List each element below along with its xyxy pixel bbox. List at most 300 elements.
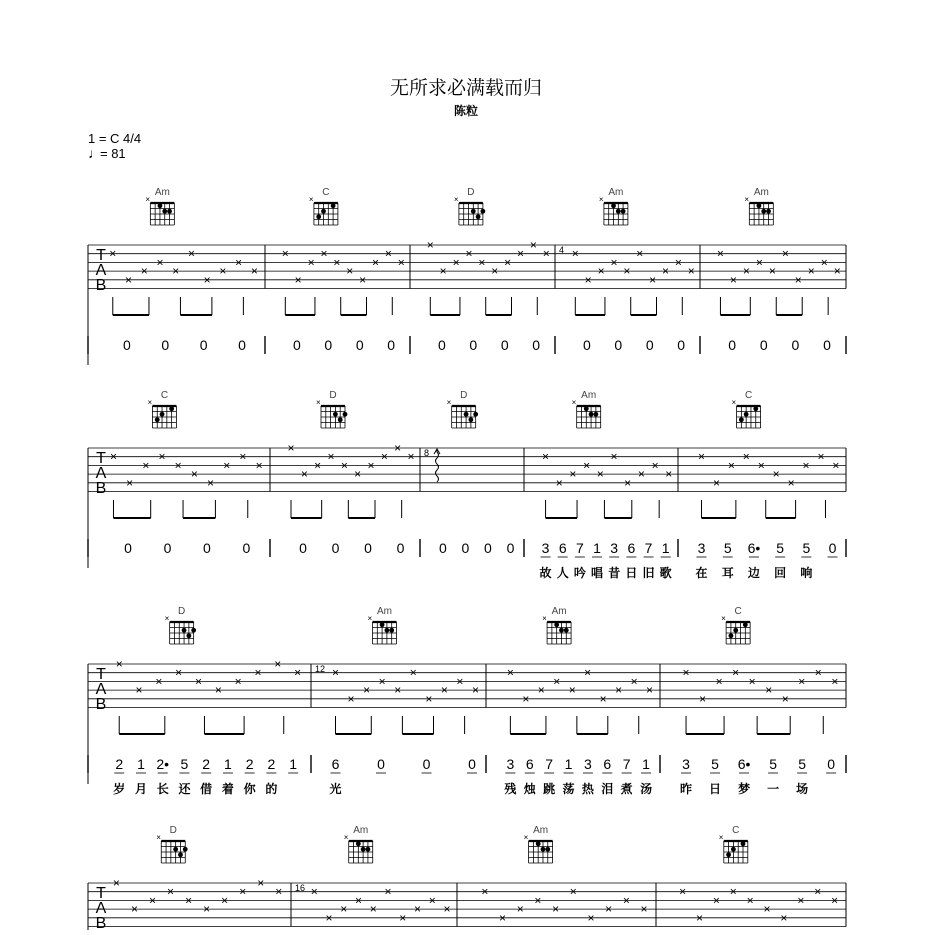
- tab-note-x: ×: [320, 246, 328, 261]
- measure: [424, 390, 524, 557]
- tab-note-x: ×: [542, 246, 550, 261]
- measure: [680, 606, 846, 796]
- tab-note-x: ×: [765, 683, 773, 698]
- tab-note-x: ×: [456, 674, 464, 689]
- chord-finger-dot: [744, 412, 749, 417]
- tab-clef-t: T: [96, 450, 106, 467]
- melody-digit: 7: [545, 756, 554, 772]
- rest-digit: 0: [199, 337, 208, 353]
- tab-note-x: ×: [569, 884, 577, 899]
- tab-note-x: ×: [372, 255, 380, 270]
- tab-note-x: ×: [748, 674, 756, 689]
- chord-finger-dot: [471, 209, 476, 214]
- tab-note-x: ×: [831, 893, 839, 908]
- tab-note-x: ×: [155, 674, 163, 689]
- tab-note-x: ×: [583, 458, 591, 473]
- chord-finger-dot: [158, 203, 163, 208]
- chord-finger-dot: [155, 417, 160, 422]
- measure: [427, 187, 555, 354]
- tab-note-x: ×: [384, 884, 392, 899]
- tab-note-x: ×: [646, 683, 654, 698]
- tab-note-x: ×: [274, 657, 282, 671]
- measure: [110, 390, 270, 557]
- tab-note-x: ×: [394, 683, 402, 698]
- tab-note-x: ×: [553, 674, 561, 689]
- rest-digit: 0: [469, 337, 478, 353]
- lyric-char: 岁: [113, 782, 126, 796]
- lyric-char: 着: [221, 782, 234, 796]
- quarter-note-icon: ♩: [88, 145, 102, 161]
- tab-note-x: ×: [140, 264, 148, 279]
- chord-name: C: [734, 606, 742, 617]
- chord-finger-dot: [753, 406, 758, 411]
- chord-finger-dot: [741, 841, 746, 846]
- tab-note-x: ×: [481, 884, 489, 899]
- tab-note-x: ×: [409, 665, 417, 680]
- measure: [696, 390, 846, 580]
- melody-digit: 5: [769, 756, 777, 772]
- chord-finger-dot: [545, 847, 550, 852]
- tab-note-x: ×: [529, 238, 537, 252]
- lyric-char: 跳: [543, 782, 556, 796]
- song-artist: 陈粒: [453, 104, 479, 118]
- tab-note-x: ×: [207, 475, 215, 490]
- chord-finger-dot: [316, 214, 321, 219]
- lyric-char: 烛: [523, 782, 536, 796]
- tab-note-x: ×: [125, 272, 133, 287]
- chord-finger-dot: [616, 209, 621, 214]
- lyric-char: 煮: [620, 782, 633, 796]
- chord-name: Am: [154, 187, 170, 198]
- chord-finger-dot: [564, 628, 569, 633]
- chord-name: D: [329, 390, 337, 401]
- lyric-char: 的: [265, 782, 278, 796]
- tab-note-x: ×: [772, 467, 780, 482]
- tab-note-x: ×: [755, 255, 763, 270]
- measure: [481, 825, 656, 930]
- melody-digit: 5: [723, 540, 732, 556]
- chord-finger-dot: [361, 847, 366, 852]
- chord-name: Am: [608, 187, 624, 198]
- tab-clef-t: T: [96, 247, 106, 264]
- chord-name: D: [460, 390, 468, 401]
- tab-note-x: ×: [506, 665, 514, 680]
- tab-note-x: ×: [452, 255, 460, 270]
- tab-note-x: ×: [380, 449, 388, 464]
- tab-system: [88, 606, 846, 796]
- tab-note-x: ×: [465, 246, 473, 261]
- melody-digit: 5: [180, 756, 189, 772]
- measure: [504, 606, 660, 796]
- chord-finger-dot: [733, 628, 738, 633]
- lyric-char: 吟: [573, 566, 586, 580]
- tab-note-x: ×: [195, 674, 203, 689]
- melody-digit: 2: [245, 756, 254, 772]
- tab-note-x: ×: [239, 449, 247, 464]
- measure: [717, 187, 846, 354]
- chord-finger-dot: [331, 203, 336, 208]
- tab-note-x: ×: [394, 441, 402, 455]
- tab-note-x: ×: [807, 264, 815, 279]
- tab-note-x: ×: [814, 665, 822, 680]
- muted-string-mark: ×: [367, 614, 373, 623]
- chord-name: C: [160, 390, 169, 401]
- rest-digit: 0: [238, 337, 246, 353]
- tab-note-x: ×: [698, 449, 706, 464]
- tab-note-x: ×: [649, 272, 657, 287]
- muted-string-mark: ×: [731, 398, 737, 407]
- tab-note-x: ×: [223, 458, 231, 473]
- rest-digit: 0: [331, 540, 340, 556]
- muted-string-mark: ×: [598, 195, 604, 204]
- melody-digit: 2: [115, 756, 124, 772]
- muted-string-mark: ×: [316, 398, 321, 407]
- tab-note-x: ×: [781, 691, 789, 706]
- chord-finger-dot: [385, 628, 390, 633]
- melody-digit: 7: [622, 756, 631, 772]
- tab-note-x: ×: [142, 458, 150, 473]
- tab-note-x: ×: [327, 449, 335, 464]
- melody-digit: 6: [525, 756, 534, 772]
- rest-digit: 0: [484, 540, 492, 556]
- chord-finger-dot: [464, 412, 469, 417]
- tab-note-x: ×: [340, 902, 348, 917]
- chord-finger-dot: [761, 209, 766, 214]
- melody-digit: 0: [377, 756, 385, 772]
- chord-finger-dot: [589, 412, 594, 417]
- tab-note-x: ×: [552, 902, 560, 917]
- rest-digit: 0: [823, 337, 831, 353]
- tab-note-x: ×: [333, 255, 341, 270]
- tab-note-x: ×: [281, 246, 289, 261]
- melody-digit: 6•: [747, 540, 761, 556]
- tab-note-x: ×: [596, 467, 604, 482]
- tab-note-x: ×: [732, 665, 740, 680]
- tab-note-x: ×: [534, 893, 542, 908]
- tab-system: [88, 825, 846, 930]
- tab-note-x: ×: [780, 910, 788, 925]
- tempo: = 81: [100, 146, 126, 161]
- tab-note-x: ×: [175, 665, 183, 680]
- tab-note-x: ×: [712, 893, 720, 908]
- tab-note-x: ×: [833, 264, 841, 279]
- rest-digit: 0: [163, 540, 172, 556]
- tab-note-x: ×: [399, 910, 407, 925]
- melody-digit: 0: [827, 756, 836, 772]
- tab-note-x: ×: [384, 246, 392, 261]
- chord-finger-dot: [559, 628, 564, 633]
- tab-note-x: ×: [622, 893, 630, 908]
- tab-note-x: ×: [757, 458, 765, 473]
- rest-digit: 0: [161, 337, 170, 353]
- tab-note-x: ×: [584, 665, 592, 680]
- measure-number: 12: [315, 664, 326, 674]
- tab-note-x: ×: [275, 884, 283, 899]
- lyric-char: 一: [767, 782, 780, 796]
- chord-name: Am: [377, 606, 392, 617]
- chord-finger-dot: [743, 622, 748, 627]
- tab-note-x: ×: [716, 246, 724, 261]
- melody-digit: 2•: [156, 756, 170, 772]
- tab-note-x: ×: [640, 902, 648, 917]
- tab-note-x: ×: [699, 691, 707, 706]
- measure: [559, 187, 700, 354]
- tab-note-x: ×: [203, 272, 211, 287]
- lyric-char: 荡: [562, 782, 575, 796]
- muted-string-mark: ×: [523, 833, 529, 842]
- tab-note-x: ×: [325, 910, 333, 925]
- measure: [295, 825, 457, 930]
- melody-digit: 3: [506, 756, 515, 772]
- melody-digit: 6: [627, 540, 636, 556]
- tab-note-x: ×: [478, 255, 486, 270]
- tab-note-x: ×: [359, 272, 367, 287]
- tab-note-x: ×: [712, 475, 720, 490]
- rest-digit: 0: [438, 337, 446, 353]
- rest-digit: 0: [293, 337, 301, 353]
- chord-finger-dot: [343, 412, 348, 417]
- tab-note-x: ×: [630, 674, 638, 689]
- tab-note-x: ×: [307, 255, 315, 270]
- melody-digit: 1: [642, 756, 650, 772]
- muted-string-mark: ×: [744, 195, 749, 204]
- lyric-char: 唱: [591, 566, 604, 580]
- tab-clef-a: A: [95, 681, 107, 698]
- tab-note-x: ×: [729, 884, 737, 899]
- lyric-char: 回: [774, 566, 787, 580]
- lyric-char: 光: [329, 782, 342, 796]
- muted-string-mark: ×: [156, 833, 161, 842]
- tab-note-x: ×: [367, 458, 375, 473]
- melody-digit: 1: [289, 756, 298, 772]
- chord-finger-dot: [191, 628, 196, 633]
- tab-note-x: ×: [763, 902, 771, 917]
- chord-finger-dot: [621, 209, 626, 214]
- muted-string-mark: ×: [446, 398, 452, 407]
- tab-note-x: ×: [149, 893, 157, 908]
- chord-finger-dot: [162, 209, 167, 214]
- tab-note-x: ×: [369, 902, 377, 917]
- tab-note-x: ×: [112, 876, 120, 890]
- tab-note-x: ×: [443, 902, 451, 917]
- muted-string-mark: ×: [145, 195, 151, 204]
- tab-note-x: ×: [651, 458, 659, 473]
- melody-digit: 3: [697, 540, 706, 556]
- tab-clef-a: A: [95, 900, 107, 917]
- tab-note-x: ×: [742, 264, 750, 279]
- measure: [109, 187, 265, 354]
- chord-finger-dot: [473, 412, 478, 417]
- tab-note-x: ×: [571, 246, 579, 261]
- tab-note-x: ×: [363, 683, 371, 698]
- chord-finger-dot: [380, 622, 385, 627]
- chord-finger-dot: [186, 633, 191, 638]
- tab-note-x: ×: [597, 264, 605, 279]
- tab-note-x: ×: [439, 264, 447, 279]
- tab-note-x: ×: [695, 910, 703, 925]
- lyric-char: 你: [243, 782, 256, 796]
- tab-note-x: ×: [742, 449, 750, 464]
- rest-digit: 0: [124, 540, 132, 556]
- tab-note-x: ×: [471, 683, 480, 698]
- tab-note-x: ×: [340, 458, 348, 473]
- tab-system: [88, 390, 846, 580]
- rest-digit: 0: [438, 540, 447, 556]
- song-title: 无所求必满载而归: [389, 77, 543, 99]
- lyric-char: 旧: [642, 566, 655, 580]
- tab-note-x: ×: [624, 475, 632, 490]
- tab-note-x: ×: [768, 264, 776, 279]
- tab-note-x: ×: [115, 657, 123, 671]
- muted-string-mark: ×: [343, 833, 349, 842]
- chord-finger-dot: [611, 203, 616, 208]
- tab-note-x: ×: [802, 458, 810, 473]
- rest-digit: 0: [396, 540, 405, 556]
- rest-digit: 0: [645, 337, 654, 353]
- chord-finger-dot: [584, 406, 589, 411]
- tab-clef-b: B: [95, 277, 107, 294]
- muted-string-mark: ×: [308, 195, 314, 204]
- chord-finger-dot: [389, 628, 394, 633]
- chord-finger-dot: [338, 417, 343, 422]
- melody-digit: 1: [137, 756, 145, 772]
- lyric-char: 故: [539, 566, 552, 580]
- tab-note-x: ×: [156, 255, 164, 270]
- lyric-char: 还: [178, 782, 191, 796]
- rest-digit: 0: [791, 337, 800, 353]
- tab-note-x: ×: [428, 893, 436, 908]
- tab-note-x: ×: [310, 884, 318, 899]
- tab-note-x: ×: [190, 467, 198, 482]
- tab-note-x: ×: [798, 674, 806, 689]
- tab-note-x: ×: [787, 475, 795, 490]
- melody-digit: 1: [661, 540, 670, 556]
- muted-string-mark: ×: [718, 833, 724, 842]
- chord-finger-dot: [726, 852, 731, 857]
- tab-note-x: ×: [587, 910, 595, 925]
- lyric-char: 场: [796, 782, 809, 796]
- lyric-char: 在: [695, 566, 708, 580]
- tab-clef-b: B: [95, 480, 107, 497]
- chord-name: Am: [551, 606, 567, 617]
- tab-note-x: ×: [130, 902, 138, 917]
- tab-note-x: ×: [610, 255, 618, 270]
- melody-digit: 6•: [737, 756, 751, 772]
- rest-digit: 0: [364, 540, 372, 556]
- melody-digit: 0: [828, 540, 837, 556]
- melody-digit: 3: [541, 540, 550, 556]
- tab-note-x: ×: [257, 876, 265, 890]
- chord-name: Am: [353, 825, 369, 836]
- chord-finger-dot: [366, 847, 371, 852]
- tab-note-x: ×: [537, 683, 545, 698]
- tab-clef-b: B: [95, 915, 107, 930]
- tab-note-x: ×: [234, 674, 242, 689]
- tab-note-x: ×: [300, 467, 308, 482]
- melody-digit: 0: [422, 756, 431, 772]
- tab-note-x: ×: [314, 458, 322, 473]
- tab-note-x: ×: [135, 683, 143, 698]
- rest-digit: 0: [387, 337, 396, 353]
- lyric-char: 泪: [601, 782, 614, 796]
- melody-digit: 1: [593, 540, 601, 556]
- chord-finger-dot: [766, 209, 771, 214]
- tab-note-x: ×: [347, 691, 355, 706]
- tab-note-x: ×: [636, 246, 644, 261]
- chord-finger-dot: [554, 622, 559, 627]
- measure: [540, 390, 678, 580]
- tab-clef-a: A: [95, 262, 107, 279]
- rest-digit: 0: [461, 540, 470, 556]
- tab-note-x: ×: [715, 674, 723, 689]
- melody-digit: 5: [802, 540, 811, 556]
- tab-note-x: ×: [426, 238, 434, 252]
- tab-note-x: ×: [187, 246, 195, 261]
- chord-finger-dot: [541, 847, 546, 852]
- tab-note-x: ×: [354, 893, 363, 908]
- measure-number: 8: [424, 448, 430, 458]
- tab-note-x: ×: [250, 264, 258, 279]
- lyric-char: 汤: [640, 782, 653, 796]
- chord-name: C: [322, 187, 330, 198]
- tab-note-x: ×: [817, 449, 825, 464]
- chord-name: Am: [581, 390, 597, 401]
- chord-finger-dot: [178, 852, 183, 857]
- rest-digit: 0: [355, 337, 364, 353]
- tab-note-x: ×: [172, 264, 180, 279]
- tab-note-x: ×: [623, 264, 631, 279]
- tab-note-x: ×: [637, 467, 645, 482]
- rest-digit: 0: [583, 337, 591, 353]
- melody-digit: 6: [331, 756, 340, 772]
- melody-digit: 1: [224, 756, 232, 772]
- chord-finger-dot: [476, 214, 481, 219]
- tab-note-x: ×: [294, 272, 302, 287]
- tab-note-x: ×: [516, 902, 524, 917]
- tab-note-x: ×: [239, 884, 247, 899]
- rest-digit: 0: [677, 337, 686, 353]
- tab-note-x: ×: [794, 272, 802, 287]
- melody-digit: 6: [558, 540, 567, 556]
- tab-note-x: ×: [185, 893, 193, 908]
- tab-note-x: ×: [687, 264, 695, 279]
- chord-name: D: [467, 187, 475, 198]
- tab-note-x: ×: [504, 255, 512, 270]
- muted-string-mark: ×: [721, 614, 726, 623]
- rest-digit: 0: [506, 540, 515, 556]
- melody-digit: 2: [202, 756, 211, 772]
- muted-string-mark: ×: [542, 614, 547, 623]
- lyric-char: 日: [625, 566, 638, 580]
- lyric-char: 边: [747, 566, 760, 580]
- chord-finger-dot: [468, 417, 473, 422]
- tab-note-x: ×: [214, 683, 222, 698]
- lyric-char: 借: [200, 782, 213, 796]
- chord-finger-dot: [160, 412, 165, 417]
- tab-note-x: ×: [746, 893, 754, 908]
- tab-note-x: ×: [397, 255, 405, 270]
- tab-note-x: ×: [569, 467, 577, 482]
- tab-note-x: ×: [219, 264, 227, 279]
- lyric-char: 响: [800, 566, 813, 580]
- lyric-char: 日: [709, 782, 722, 796]
- tab-note-x: ×: [599, 691, 607, 706]
- measure: [113, 606, 311, 796]
- melody-digit: 7: [644, 540, 653, 556]
- rest-digit: 0: [759, 337, 768, 353]
- muted-string-mark: ×: [147, 398, 153, 407]
- tab-note-x: ×: [542, 449, 550, 464]
